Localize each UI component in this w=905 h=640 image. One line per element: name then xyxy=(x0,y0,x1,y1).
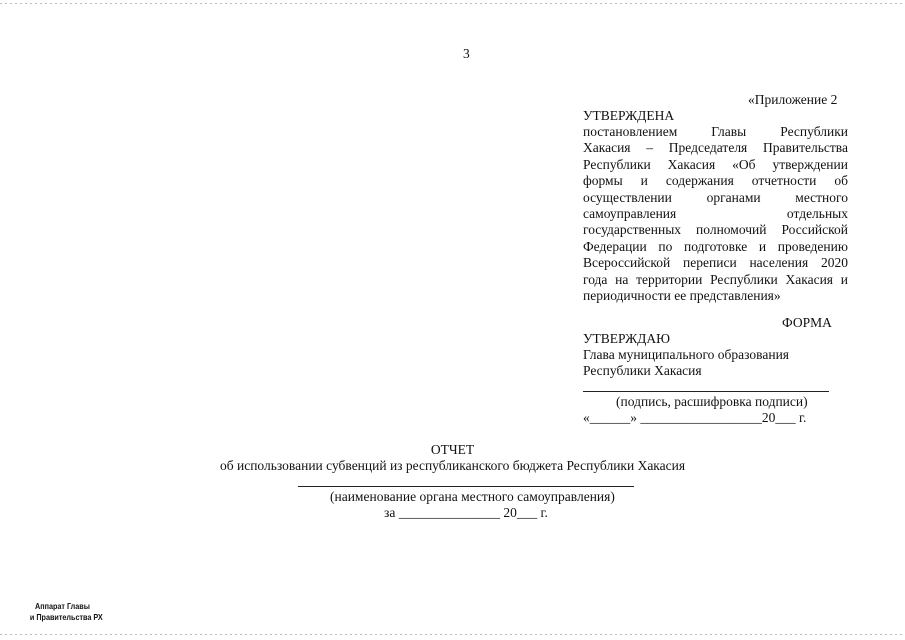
appendix-label: «Приложение 2 xyxy=(748,92,838,107)
decree-word: самоуправления xyxy=(583,206,677,222)
form-label: ФОРМА xyxy=(782,315,832,330)
decree-word: и xyxy=(640,173,648,189)
top-scan-border xyxy=(0,3,905,4)
stamp-line2: и Правительства РХ xyxy=(29,612,103,622)
decree-word: населения xyxy=(749,255,809,271)
decree-line xyxy=(583,272,848,288)
decree-word: Республики xyxy=(710,271,778,287)
decree-word: и xyxy=(840,271,848,287)
decree-word: на xyxy=(615,271,629,287)
stamp-line1: Аппарат Главы xyxy=(35,601,90,611)
decree-line xyxy=(583,140,848,156)
page-number: 3 xyxy=(463,46,470,61)
decree-word: «Об xyxy=(732,156,756,172)
decree-word: по xyxy=(658,238,673,254)
decree-line xyxy=(583,239,848,255)
decree-word: территории xyxy=(636,271,703,287)
decree-word: содержания xyxy=(665,173,734,189)
decree-word: Председателя xyxy=(668,140,748,156)
decree-word: государственных xyxy=(583,222,682,238)
decree-word: – xyxy=(646,140,654,156)
decree-last-line: периодичности ее представления» xyxy=(583,288,781,304)
report-period-line: за _______________ 20___ г. xyxy=(384,505,548,520)
decree-word: осуществлении xyxy=(583,189,672,205)
decree-word: Главы xyxy=(711,124,747,139)
decree-word: Российской xyxy=(781,222,848,238)
decree-word: проведению xyxy=(777,238,848,254)
decree-word: 2020 xyxy=(821,255,848,271)
approve-position-line1: Глава муниципального образования xyxy=(583,347,790,362)
decree-line xyxy=(583,173,848,189)
decree-line xyxy=(583,206,848,222)
approve-date-line: «______» __________________20___ г. xyxy=(583,410,807,425)
decree-word: Федерации xyxy=(583,238,647,254)
decree-line xyxy=(583,255,848,271)
decree-word: Хакасия xyxy=(667,156,716,172)
decree-word: об xyxy=(834,173,848,189)
decree-word: Республики xyxy=(583,156,651,172)
approve-position-line2: Республики Хакасия xyxy=(583,363,702,378)
decree-word: Всероссийской xyxy=(583,255,671,271)
decree-word: формы xyxy=(583,173,623,189)
org-name-caption: (наименование органа местного самоуправления) xyxy=(330,489,615,504)
decree-word: подготовке xyxy=(683,238,748,254)
decree-line xyxy=(583,222,848,238)
decree-word: Республики xyxy=(780,124,848,139)
decree-word: переписи xyxy=(683,255,737,271)
decree-word: утверждении xyxy=(772,156,848,172)
decree-word: Хакасия xyxy=(785,271,834,287)
decree-word: Правительства xyxy=(763,140,848,156)
decree-line xyxy=(583,124,848,140)
signature-line xyxy=(583,391,829,392)
decree-word: года xyxy=(583,271,608,287)
decree-line xyxy=(583,190,848,206)
decree-word: отчетности xyxy=(751,173,817,189)
decree-text xyxy=(583,124,848,304)
signature-caption: (подпись, расшифровка подписи) xyxy=(616,394,808,409)
approved-title: УТВЕРЖДЕНА xyxy=(583,108,675,123)
decree-line xyxy=(583,157,848,173)
decree-word: полномочий xyxy=(696,222,767,238)
decree-word: и xyxy=(758,238,767,254)
bottom-scan-border xyxy=(0,634,905,635)
decree-word: местного xyxy=(795,189,848,205)
approve-title: УТВЕРЖДАЮ xyxy=(583,331,671,346)
decree-word: постановлением xyxy=(583,124,678,139)
report-subtitle: об использовании субвенций из республиканского бюджета Республики Хакасия xyxy=(220,458,686,473)
report-title: ОТЧЕТ xyxy=(430,442,475,457)
org-name-line xyxy=(298,486,634,487)
office-stamp xyxy=(29,601,103,623)
decree-word: органами xyxy=(706,189,761,205)
decree-word: Хакасия xyxy=(583,140,631,156)
decree-word: отдельных xyxy=(786,206,848,222)
